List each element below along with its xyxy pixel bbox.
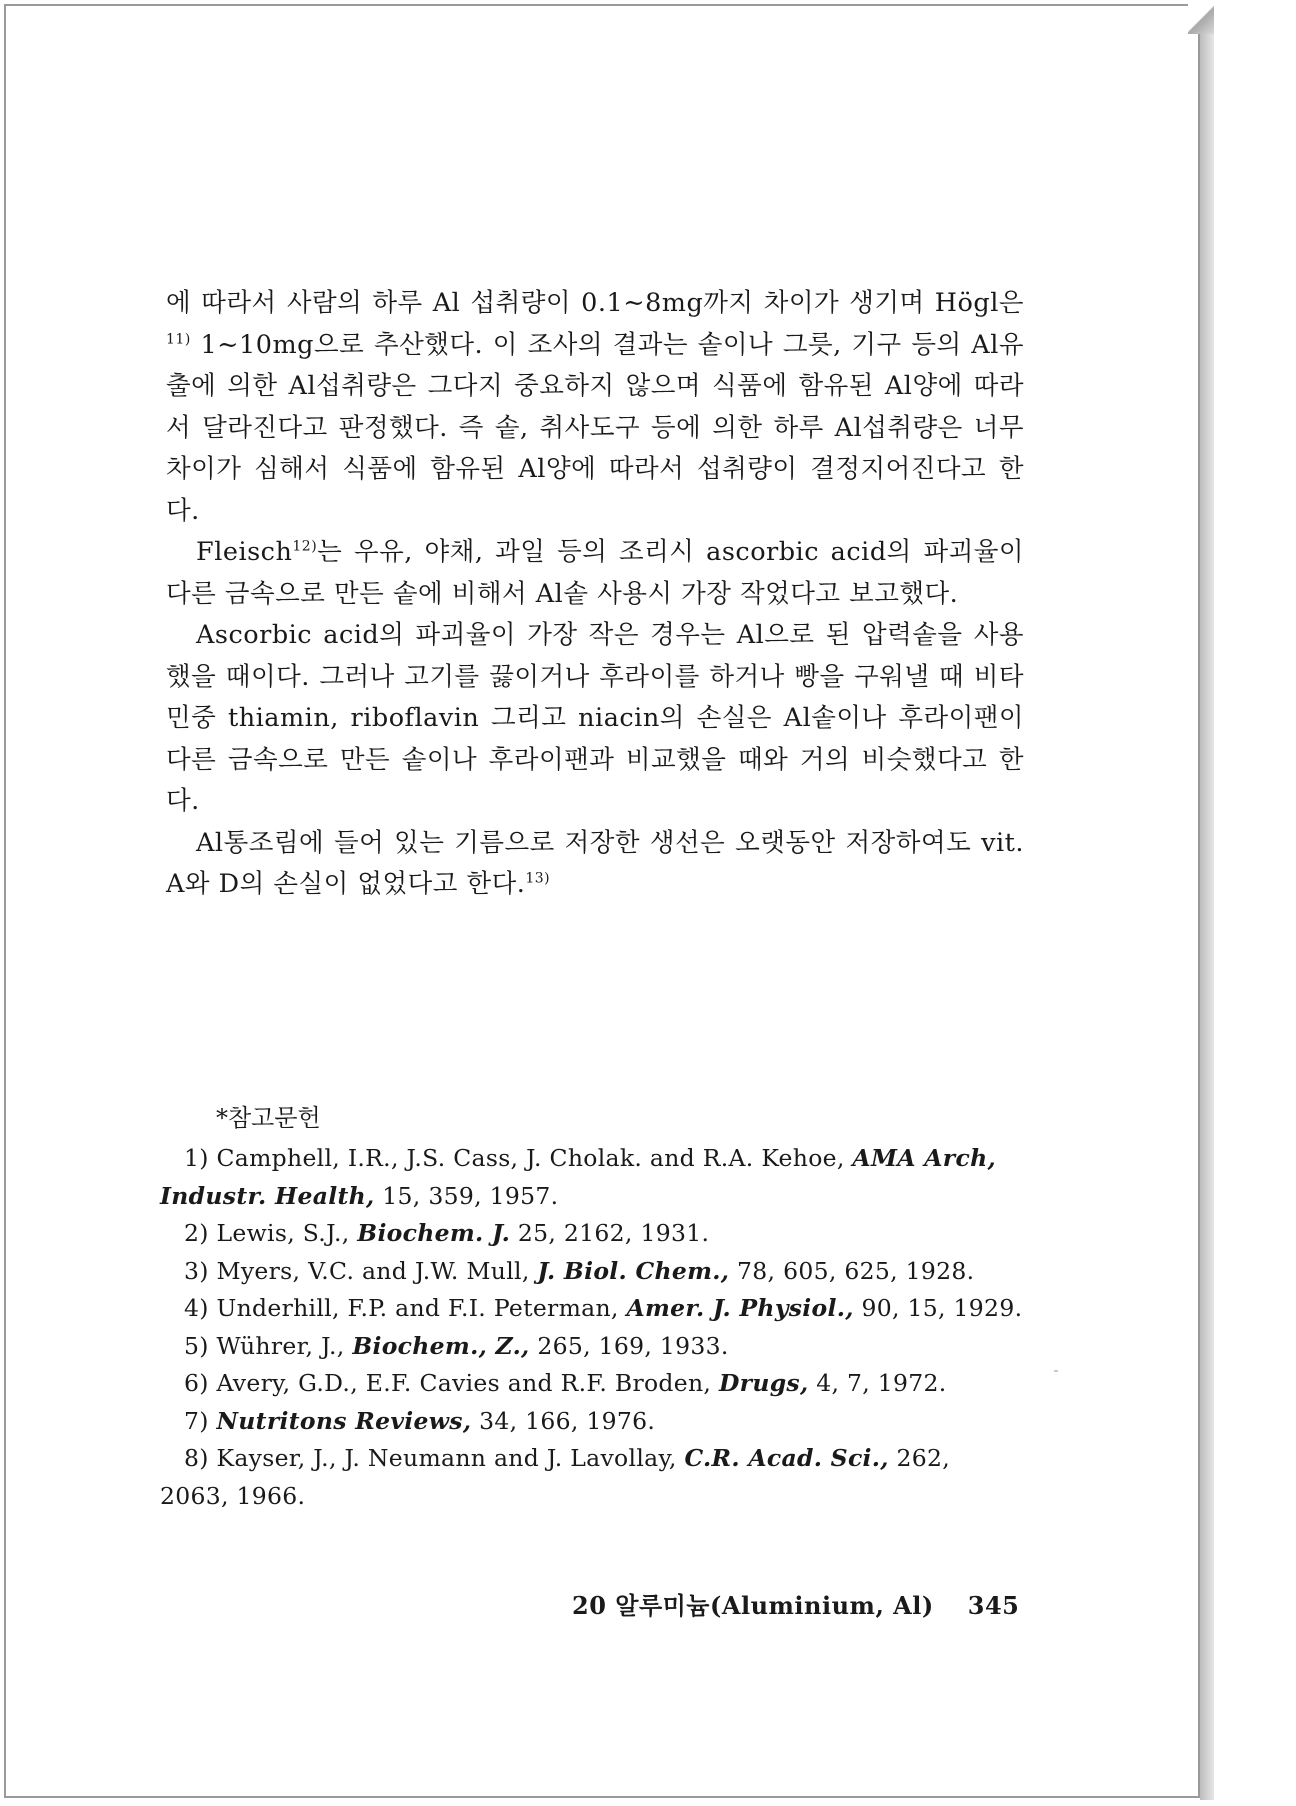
reference-text: 5) Wührer, J., bbox=[184, 1331, 353, 1360]
reference-journal: J. Biol. Chem., bbox=[537, 1256, 730, 1285]
reference-journal: Biochem., Z., bbox=[352, 1331, 530, 1360]
reference-journal: Biochem. J. bbox=[357, 1219, 511, 1247]
page-footer bbox=[572, 1586, 1019, 1621]
reference-text: 4) Underhill, F.P. and F.I. Peterman, bbox=[184, 1294, 627, 1322]
paragraph-text: Ascorbic acid의 파괴율이 가장 작은 경우는 Al으로 된 압력솥을 사용했을 때이다. 그러나 고기를 끓이거나 후라이를 하거나 빵을 구워낼 때 비타민중 thiamin, riboflavin 그리고 niacin의 손실은 Al솥이나 후라이팬이 다른 금속으로 만든 솥이나 후라이팬과 비교했을 때와 거의 비슷했다고 한다. bbox=[166, 620, 1024, 816]
references-heading: *참고문헌 bbox=[216, 1104, 321, 1132]
citation-superscript: 11) bbox=[166, 331, 191, 347]
reference-journal: AMA Arch, Industr. Health, bbox=[160, 1144, 996, 1210]
reference-text: 265, 169, 1933. bbox=[529, 1331, 729, 1360]
reference-journal: Nutritons Reviews, bbox=[216, 1406, 472, 1435]
reference-text: 15, 359, 1957. bbox=[374, 1181, 559, 1210]
body-paragraph bbox=[166, 615, 1024, 823]
reference-text: 8) Kayser, J., J. Neumann and J. Lavollay, bbox=[184, 1444, 685, 1472]
page-edge-shadow bbox=[1200, 10, 1214, 1800]
reference-text: 262, 2063, 1966. bbox=[160, 1444, 951, 1510]
paragraph-text: 에 따라서 사람의 하루 Al 섭취량이 0.1∼8mg까지 차이가 생기며 Högl은 bbox=[166, 288, 1024, 318]
page-number: 345 bbox=[967, 1591, 1020, 1620]
paragraph-text: 는 우유, 야채, 과일 등의 조리시 ascorbic acid의 파괴율이 다른 금속으로 만든 솥에 비해서 Al솥 사용시 가장 작었다고 보고했다. bbox=[166, 537, 1024, 609]
paragraph-text: Fleisch bbox=[196, 537, 293, 567]
page-corner-fold bbox=[1188, 4, 1214, 34]
citation-superscript: 13) bbox=[525, 870, 551, 887]
body-paragraph bbox=[166, 283, 1024, 532]
reference-item bbox=[160, 1290, 1026, 1328]
reference-text: 7) bbox=[184, 1406, 217, 1435]
body-paragraph bbox=[166, 823, 1024, 906]
reference-item bbox=[160, 1140, 1026, 1215]
reference-text: 25, 2162, 1931. bbox=[510, 1219, 710, 1247]
reference-item bbox=[160, 1328, 1026, 1366]
reference-item bbox=[160, 1403, 1026, 1441]
running-footer-chapter: 20 알루미늄(Aluminium, Al) bbox=[572, 1591, 934, 1620]
reference-item bbox=[160, 1253, 1026, 1291]
reference-item bbox=[160, 1365, 1026, 1403]
reference-journal: C.R. Acad. Sci., bbox=[684, 1444, 889, 1472]
reference-item bbox=[160, 1440, 1026, 1515]
reference-journal: Amer. J. Physiol., bbox=[626, 1294, 854, 1322]
reference-text: 6) Avery, G.D., E.F. Cavies and R.F. Broden, bbox=[184, 1369, 719, 1397]
paragraph-text: 1∼10mg으로 추산했다. 이 조사의 결과는 솥이나 그릇, 기구 등의 Al유출에 의한 Al섭취량은 그다지 중요하지 않으며 식품에 함유된 Al양에 따라서 달라진다고 판정했다. 즉 솥, 취사도구 등에 의한 하루 Al섭취량은 너무 차이가 심해서 식품에 함유된 Al양에 따라서 섭취량이 결정지어진다고 한다. bbox=[166, 329, 1024, 526]
reference-text: 1) Camphell, I.R., J.S. Cass, J. Cholak. and R.A. Kehoe, bbox=[184, 1144, 853, 1172]
scan-speck bbox=[1054, 1370, 1058, 1372]
reference-list bbox=[160, 1140, 1026, 1515]
citation-superscript: 12) bbox=[292, 538, 318, 555]
reference-journal: Drugs, bbox=[718, 1369, 809, 1397]
reference-text: 4, 7, 1972. bbox=[808, 1369, 947, 1397]
paragraph-text: Al통조림에 들어 있는 기름으로 저장한 생선은 오랫동안 저장하여도 vit. A와 D의 손실이 없었다고 한다. bbox=[166, 827, 1024, 899]
reference-text: 34, 166, 1976. bbox=[471, 1406, 656, 1435]
reference-text: 2) Lewis, S.J., bbox=[184, 1219, 358, 1247]
body-paragraph bbox=[166, 532, 1024, 615]
reference-item bbox=[160, 1215, 1026, 1253]
reference-text: 90, 15, 1929. bbox=[853, 1294, 1023, 1322]
reference-text: 78, 605, 625, 1928. bbox=[729, 1256, 975, 1285]
body-text bbox=[166, 283, 1024, 906]
reference-text: 3) Myers, V.C. and J.W. Mull, bbox=[184, 1256, 538, 1285]
